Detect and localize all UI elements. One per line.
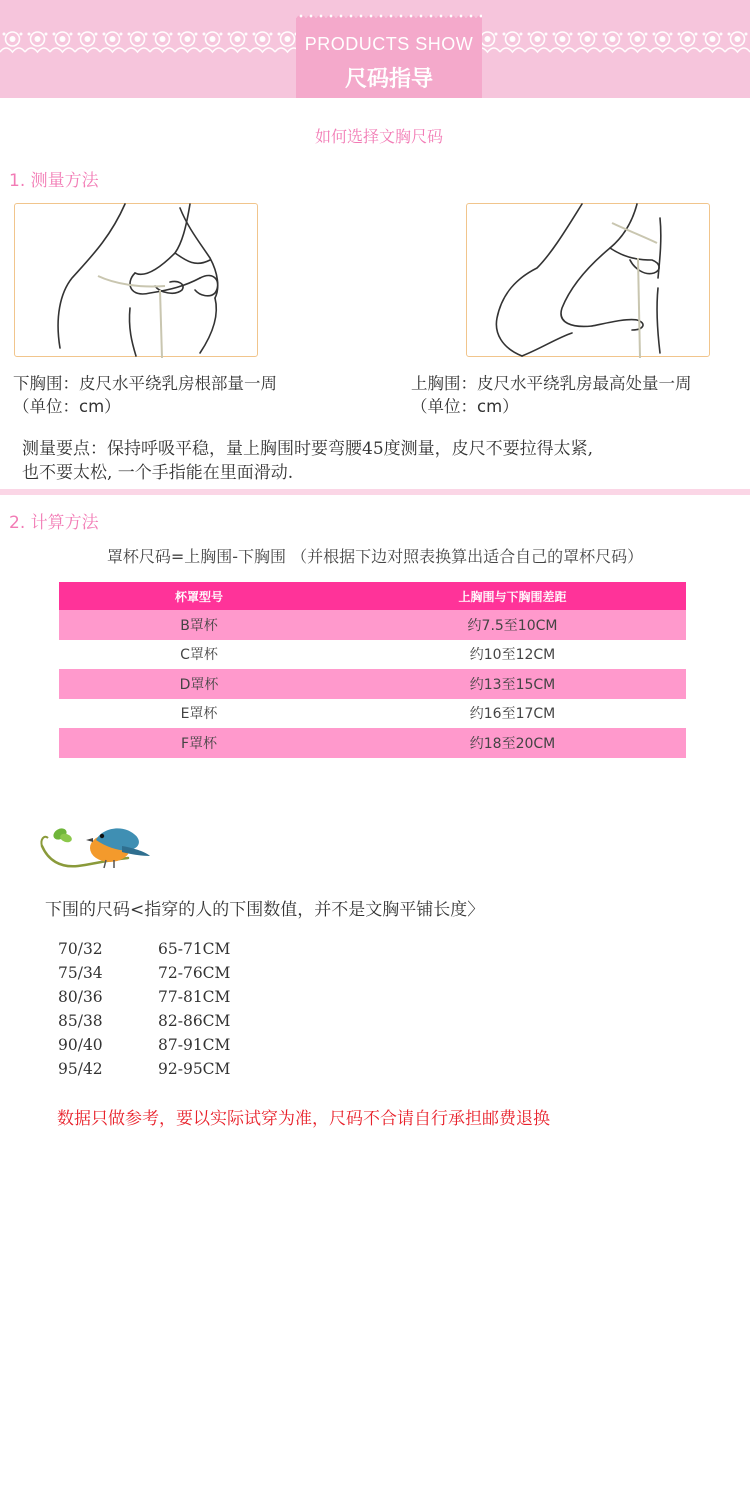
cup-header-type: 杯罩型号 (59, 582, 339, 610)
cup-difference-cell: 约16至17CM (339, 699, 686, 729)
banner-english-title: PRODUCTS SHOW (304, 34, 474, 54)
measurement-note-line1: 测量要点：保持呼吸平稳，量上胸围时要弯腰45度测量，皮尺不要拉得太紧, (22, 439, 594, 459)
band-size-title: 下围的尺码<指穿的人的下围数值，并不是文胸平铺长度〉 (45, 900, 485, 920)
overbust-illustration (462, 198, 714, 362)
cup-size-table (59, 582, 686, 758)
section-title-calculate: 2. 计算方法 (9, 513, 99, 533)
band-size: 80/36 (58, 988, 103, 1006)
overbust-caption (411, 372, 692, 418)
list-item (58, 937, 230, 961)
band-range: 87-91CM (158, 1036, 231, 1054)
cup-type-cell: F罩杯 (59, 728, 339, 758)
banner-title-box (296, 18, 482, 98)
band-size: 75/34 (58, 964, 103, 982)
band-range: 92-95CM (158, 1060, 231, 1078)
table-row (59, 728, 686, 758)
list-item (58, 961, 230, 985)
band-range: 72-76CM (158, 964, 231, 982)
measurement-note-line2: 也不要太松, 一个手指能在里面滑动. (22, 463, 294, 483)
cup-difference-cell: 约10至12CM (339, 640, 686, 670)
cup-type-cell: E罩杯 (59, 699, 339, 729)
band-range: 77-81CM (158, 988, 231, 1006)
band-size: 90/40 (58, 1036, 103, 1054)
bird-on-branch-icon (38, 820, 154, 880)
section-divider (0, 489, 750, 495)
cup-type-cell: C罩杯 (59, 640, 339, 670)
underbust-caption-line1: 下胸围：皮尺水平绕乳房根部量一周 (13, 374, 277, 393)
header-banner (0, 0, 750, 98)
band-size-list (58, 937, 230, 1081)
underbust-caption-unit: （单位：cm） (13, 397, 121, 416)
measurement-note (22, 437, 722, 485)
cup-table-header (59, 582, 686, 610)
table-row (59, 610, 686, 640)
list-item (58, 1057, 230, 1081)
cup-type-cell: D罩杯 (59, 669, 339, 699)
band-size: 95/42 (58, 1060, 103, 1078)
list-item (58, 1009, 230, 1033)
section-title-measure: 1. 测量方法 (9, 171, 99, 191)
table-row (59, 640, 686, 670)
overbust-caption-unit: （单位：cm） (411, 397, 519, 416)
table-row (59, 669, 686, 699)
cup-difference-cell: 约18至20CM (339, 728, 686, 758)
cup-difference-cell: 约13至15CM (339, 669, 686, 699)
band-range: 82-86CM (158, 1012, 231, 1030)
cup-difference-cell: 约7.5至10CM (339, 610, 686, 640)
list-item (58, 1033, 230, 1057)
overbust-caption-line1: 上胸围：皮尺水平绕乳房最高处量一周 (411, 374, 692, 393)
banner-chinese-title: 尺码指导 (344, 67, 433, 92)
band-size: 70/32 (58, 940, 103, 958)
disclaimer-text: 数据只做参考，要以实际试穿为准，尺码不合请自行承担邮费退换 (57, 1109, 550, 1129)
band-range: 65-71CM (158, 940, 231, 958)
underbust-illustration (10, 198, 262, 362)
cup-header-difference: 上胸围与下胸围差距 (339, 582, 686, 610)
page-subtitle: 如何选择文胸尺码 (314, 127, 443, 146)
cup-formula: 罩杯尺码=上胸围-下胸围 （并根据下边对照表换算出适合自己的罩杯尺码） (106, 547, 644, 566)
list-item (58, 985, 230, 1009)
cup-type-cell: B罩杯 (59, 610, 339, 640)
band-size: 85/38 (58, 1012, 103, 1030)
underbust-caption (13, 372, 277, 418)
table-row (59, 699, 686, 729)
